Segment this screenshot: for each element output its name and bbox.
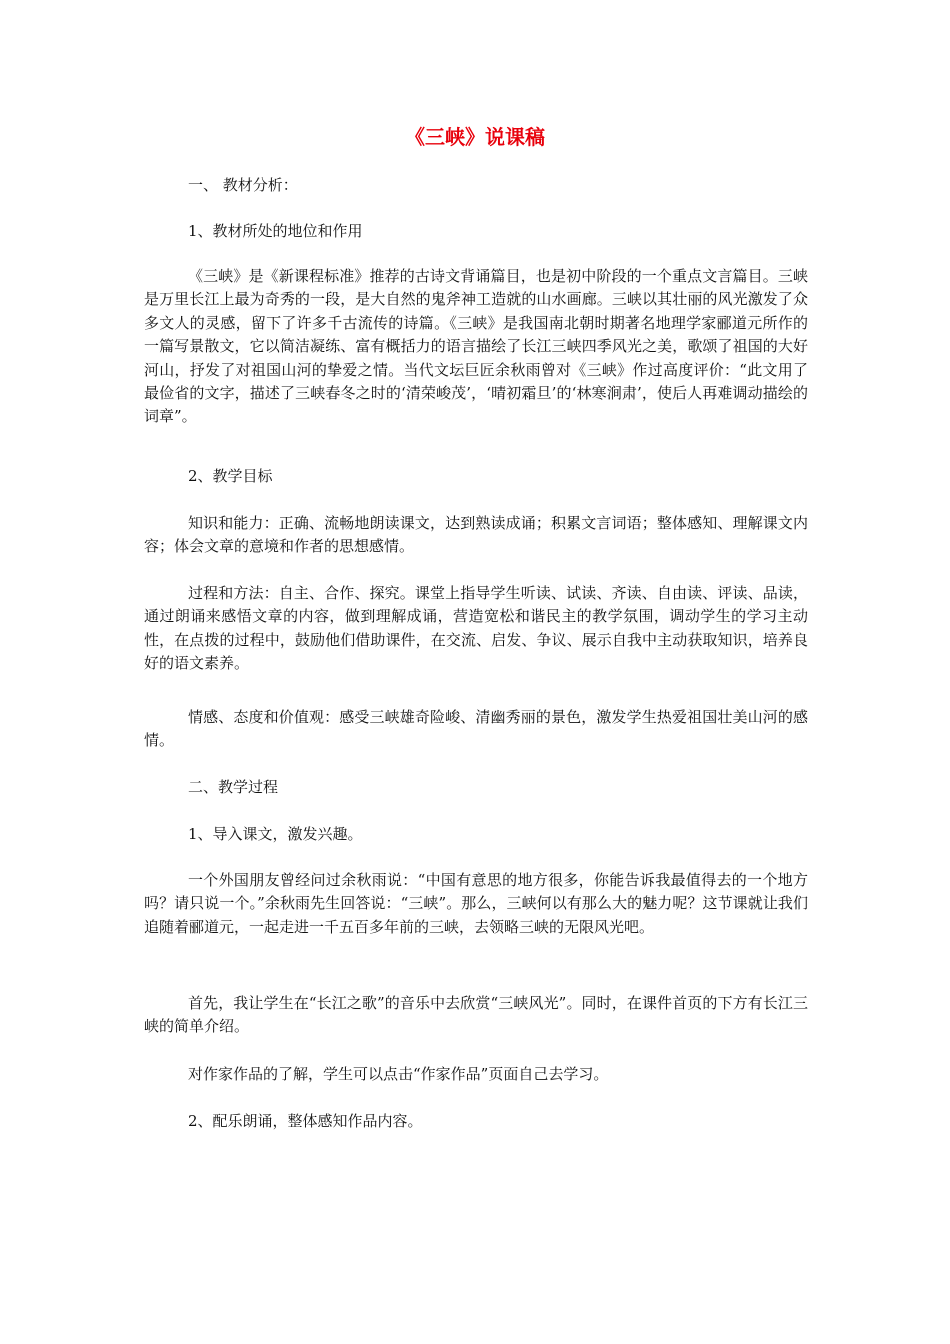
subheading-introduction: 1、导入课文，激发兴趣。: [188, 825, 363, 843]
subheading-position-role: 1、教材所处的地位和作用: [188, 222, 363, 240]
subheading-teaching-goals: 2、教学目标: [188, 467, 273, 485]
paragraph-position-role: 《三峡》是《新课程标准》推荐的古诗文背诵篇目，也是初中阶段的一个重点文言篇目。三峡是万里长江上最为奇秀的一段，是大自然的鬼斧神工造就的山水画廊。三峡以其壮丽的风光激发了众多文人的灵感，留下了许多千古流传的诗篇。《三峡》是我国南北朝时期著名地理学家郦道元所作的一篇写景散文，它以简洁凝练、富有概括力的语言描绘了长江三峡四季风光之美，歌颂了祖国的大好河山，抒发了对祖国山河的挚爱之情。当代文坛巨匠余秋雨曾对《三峡》作过高度评价：“此文用了最俭省的文字，描述了三峡春冬之时的‘清荣峻茂’，‘晴初霜旦’的‘林寒涧肃’，使后人再难调动描绘的词章”。: [144, 267, 808, 426]
paragraph-author-works: 对作家作品的了解，学生可以点击“作家作品”页面自己去学习。: [188, 1065, 609, 1083]
paragraph-emotion-values: 情感、态度和价值观：感受三峡雄奇险峻、清幽秀丽的景色，激发学生热爱祖国壮美山河的感情。: [144, 708, 808, 750]
section-heading-teaching-process: 二、教学过程: [188, 778, 279, 796]
paragraph-process-method: 过程和方法：自主、合作、探究。课堂上指导学生听读、试读、齐读、自由读、评读、品读，通过朗诵来感悟文章的内容，做到理解成诵，营造宽松和谐民主的教学氛围，调动学生的学习主动性，在点拨的过程中，鼓励他们借助课件，在交流、启发、争议、展示自我中主动获取知识，培养良好的语文素养。: [144, 584, 808, 673]
paragraph-music-appreciation: 首先，我让学生在“长江之歌”的音乐中去欣赏“三峡风光”。同时，在课件首页的下方有长江三峡的简单介绍。: [144, 994, 808, 1036]
subheading-recitation: 2、配乐朗诵，整体感知作品内容。: [188, 1112, 423, 1130]
paragraph-knowledge-ability: 知识和能力：正确、流畅地朗读课文，达到熟读成诵；积累文言词语；整体感知、理解课文内容；体会文章的意境和作者的思想感情。: [144, 514, 808, 556]
paragraph-introduction: 一个外国朋友曾经问过余秋雨说：“中国有意思的地方很多，你能告诉我最值得去的一个地方吗？请只说一个。”余秋雨先生回答说：“三峡”。那么，三峡何以有那么大的魅力呢？这节课就让我们追随着郦道元，一起走进一千五百多年前的三峡，去领略三峡的无限风光吧。: [144, 871, 808, 936]
section-heading-teaching-material: 一、 教材分析：: [188, 176, 298, 194]
document-title: 《三峡》说课稿: [405, 125, 545, 149]
